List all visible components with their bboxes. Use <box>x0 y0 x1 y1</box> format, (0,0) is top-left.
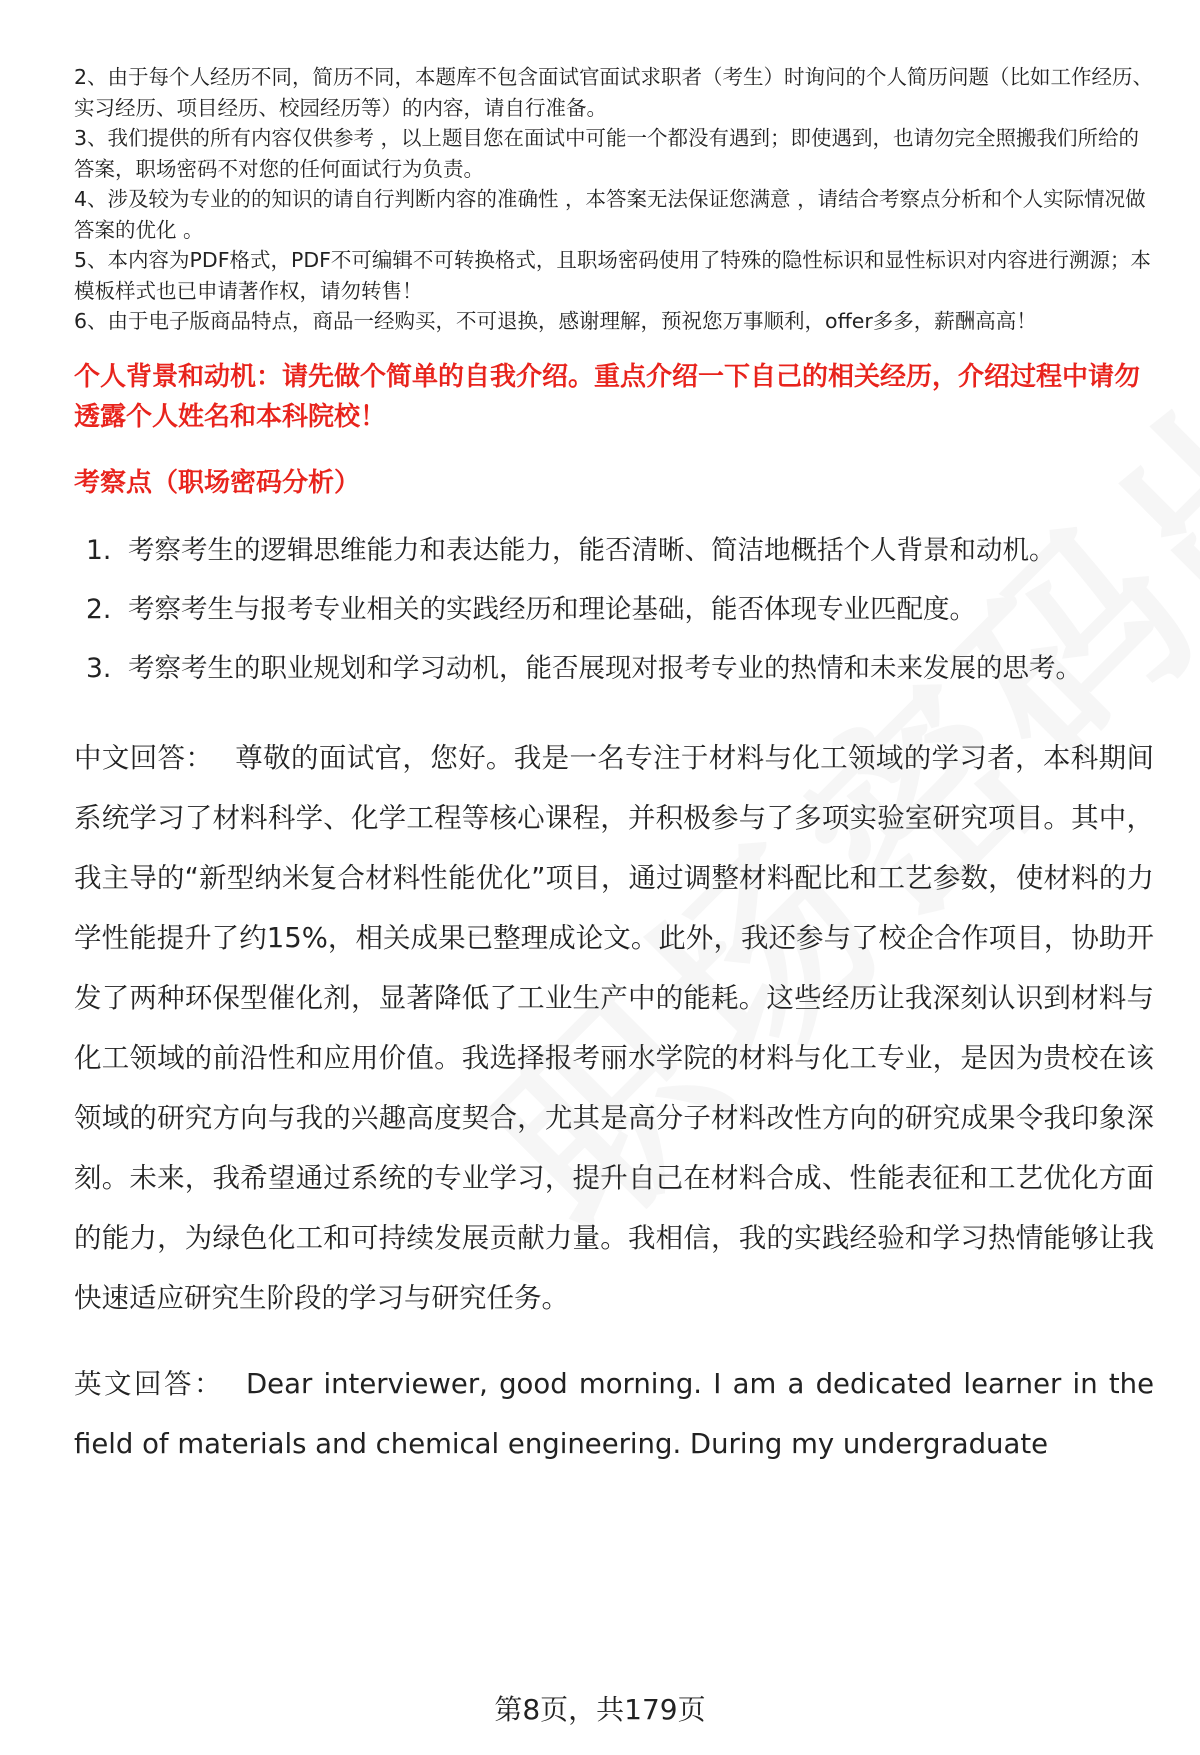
list-item-text: 考察考生的职业规划和学习动机，能否展现对报考专业的热情和未来发展的思考。 <box>128 652 1082 684</box>
answer-english-label: 英文回答： <box>74 1367 224 1400</box>
page-footer: 第8页，共179页 <box>494 1693 706 1726</box>
answer-chinese-text: 尊敬的面试官，您好。我是一名专注于材料与化工领域的学习者，本科期间系统学习了材料科学、化学工程等核心课程，并积极参与了多项实验室研究项目。其中，我主导的“新型纳米复合材料性能优化”项目，通过调整材料配比和工艺参数，使材料的力学性能提升了约15%，相关成果已整理成论文。此外，我还参与了校企合作项目，协助开发了两种环保型催化剂，显著降低了工业生产中的能耗。这些经历让我深刻认识到材料与化工领域的前沿性和应用价值。我选择报考丽水学院的材料与化工专业，是因为贵校在该领域的研究方向与我的兴趣高度契合，尤其是高分子材料改性方向的研究成果令我印象深刻。未来，我希望通过系统的专业学习，提升自己在材料合成、性能表征和工艺优化方面的能力，为绿色化工和可持续发展贡献力量。我相信，我的实践经验和学习热情能够让我快速适应研究生阶段的学习与研究任务。 <box>74 741 1155 1314</box>
list-item-text: 考察考生与报考专业相关的实践经历和理论基础，能否体现专业匹配度。 <box>128 593 976 625</box>
list-item <box>74 521 1154 580</box>
document-page <box>74 62 1154 1474</box>
note-6: 6、由于电子版商品特点，商品一经购买，不可退换，感谢理解，预祝您万事顺利，offer多多，薪酬高高！ <box>74 309 1037 333</box>
note-4: 4、涉及较为专业的的知识的请自行判断内容的准确性 ，本答案无法保证您满意 ，请结合考察点分析和个人实际情况做答案的优化 。 <box>74 187 1146 242</box>
answer-english <box>74 1354 1154 1474</box>
note-5: 5、本内容为PDF格式，PDF不可编辑不可转换格式，且职场密码使用了特殊的隐性标识和显性标识对内容进行溯源；本模板样式也已申请著作权，请勿转售！ <box>74 248 1151 303</box>
notes-section <box>74 62 1154 337</box>
question-heading: 个人背景和动机：请先做个简单的自我介绍。重点介绍一下自己的相关经历，介绍过程中请勿透露个人姓名和本科院校！ <box>74 361 1141 432</box>
answer-chinese <box>74 728 1154 1328</box>
list-item-number: 1. <box>86 534 112 566</box>
kaochadian-list <box>74 521 1154 698</box>
kaochadian-heading: 考察点（职场密码分析） <box>74 467 361 498</box>
list-item <box>74 639 1154 698</box>
note-3: 3、我们提供的所有内容仅供参考 ，以上题目您在面试中可能一个都没有遇到；即使遇到，也请勿完全照搬我们所给的答案，职场密码不对您的任何面试行为负责。 <box>74 126 1140 181</box>
list-item-number: 3. <box>86 652 112 684</box>
list-item-text: 考察考生的逻辑思维能力和表达能力，能否清晰、简洁地概括个人背景和动机。 <box>128 534 1056 566</box>
list-item-number: 2. <box>86 593 112 625</box>
answer-english-text: Dear interviewer, good morning. I am a dedicated learner in the field of materials and chemical engineering. During my undergraduate <box>74 1367 1155 1460</box>
list-item <box>74 580 1154 639</box>
note-2: 2、由于每个人经历不同，简历不同，本题库不包含面试官面试求职者（考生）时询问的个人简历问题（比如工作经历、实习经历、项目经历、校园经历等）的内容，请自行准备。 <box>74 65 1154 120</box>
answer-chinese-label: 中文回答： <box>74 741 214 774</box>
